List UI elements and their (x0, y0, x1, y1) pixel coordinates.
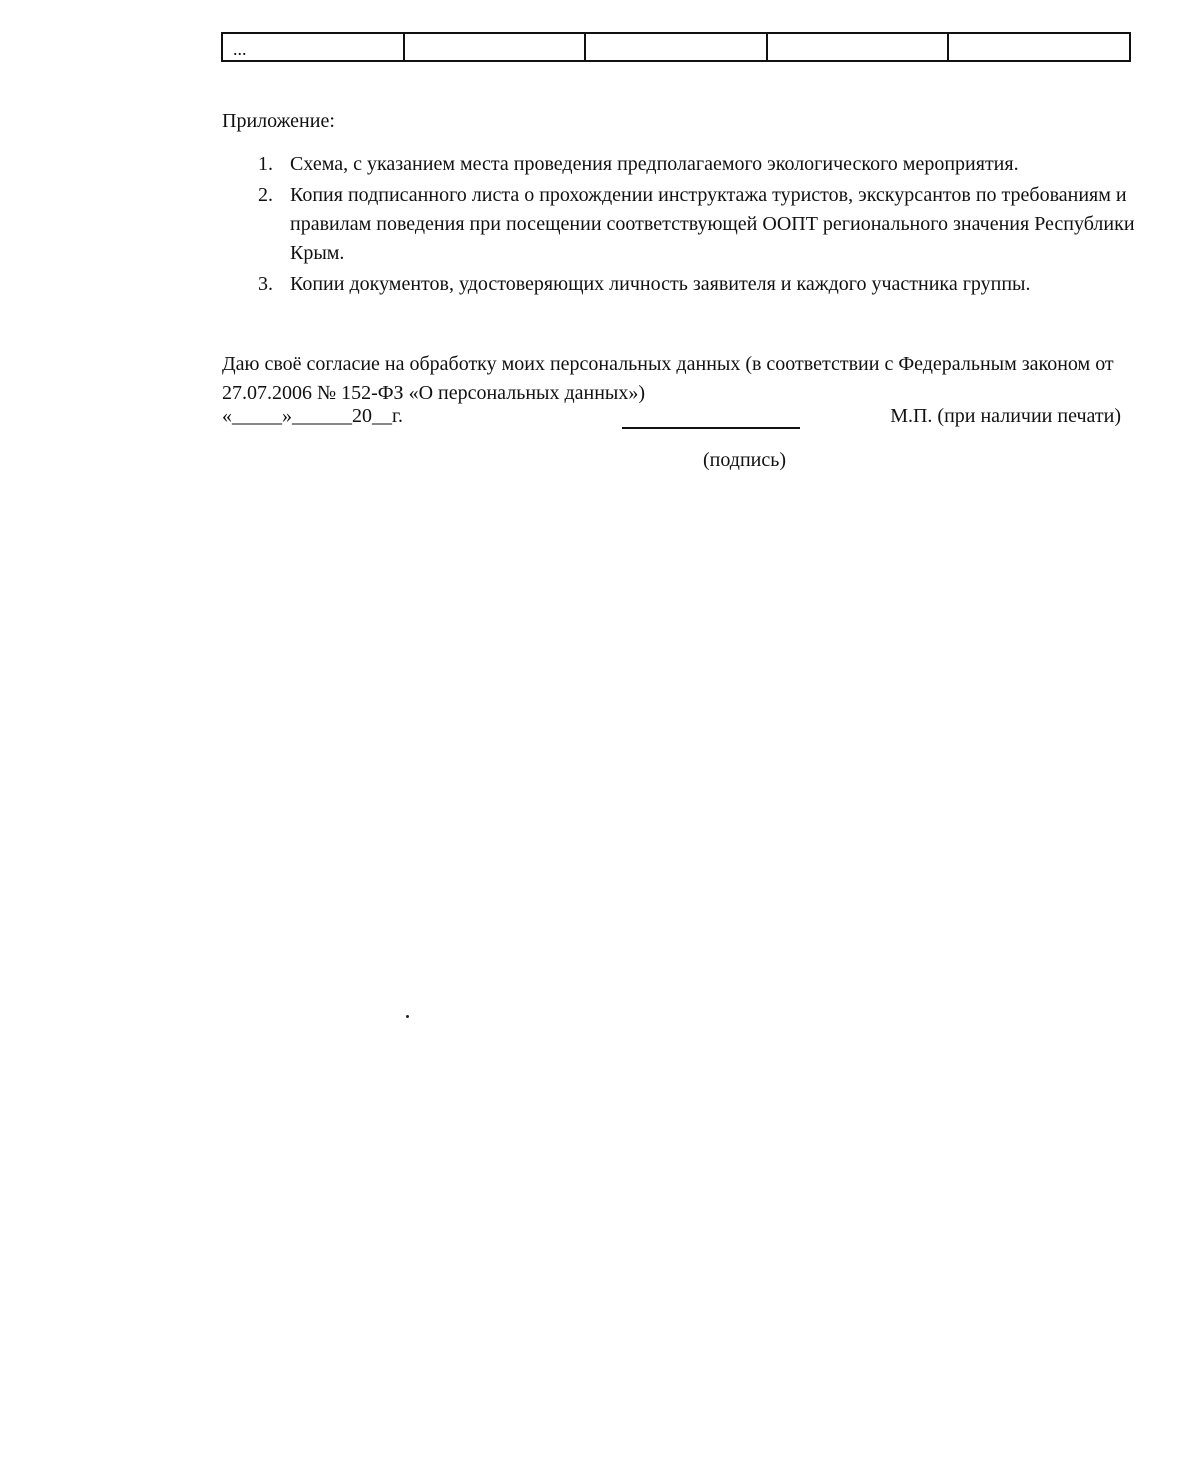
list-item-text: Копия подписанного листа о прохождении инструктажа туристов, экскурсантов по требованиям и правилам поведения при посещении соответствующей ООПТ регионального значения Республики Крым. (290, 184, 1135, 264)
table-row (222, 33, 1130, 61)
list-item-number: 2. (258, 184, 273, 206)
table-cell (404, 33, 586, 61)
attachments-heading: Приложение: (222, 110, 335, 132)
seal-note: М.П. (при наличии печати) (890, 405, 1121, 427)
consent-paragraph: Даю своё согласие на обработку моих персональных данных (в соответствии с Федеральным законом от 27.07.2006 № 152-ФЗ «О персональных данных») (222, 353, 1114, 404)
table-cell: ... (222, 33, 404, 61)
date-field: «_____»______20__г. (222, 405, 403, 427)
list-item-number: 1. (258, 153, 273, 175)
scan-dot (406, 1015, 409, 1018)
list-item-text: Копии документов, удостоверяющих личность заявителя и каждого участника группы. (290, 273, 1031, 295)
list-item (258, 181, 1138, 268)
signature-caption: (подпись) (703, 449, 787, 471)
attachments-list (258, 150, 1138, 301)
list-item (258, 150, 1138, 179)
list-item-text: Схема, с указанием места проведения предполагаемого экологического мероприятия. (290, 153, 1019, 175)
table-cell (585, 33, 767, 61)
data-table-last-row (221, 32, 1131, 62)
table-cell (948, 33, 1130, 61)
list-item (258, 270, 1138, 299)
list-item-number: 3. (258, 273, 273, 295)
signature-line (622, 427, 800, 429)
table-cell (767, 33, 949, 61)
